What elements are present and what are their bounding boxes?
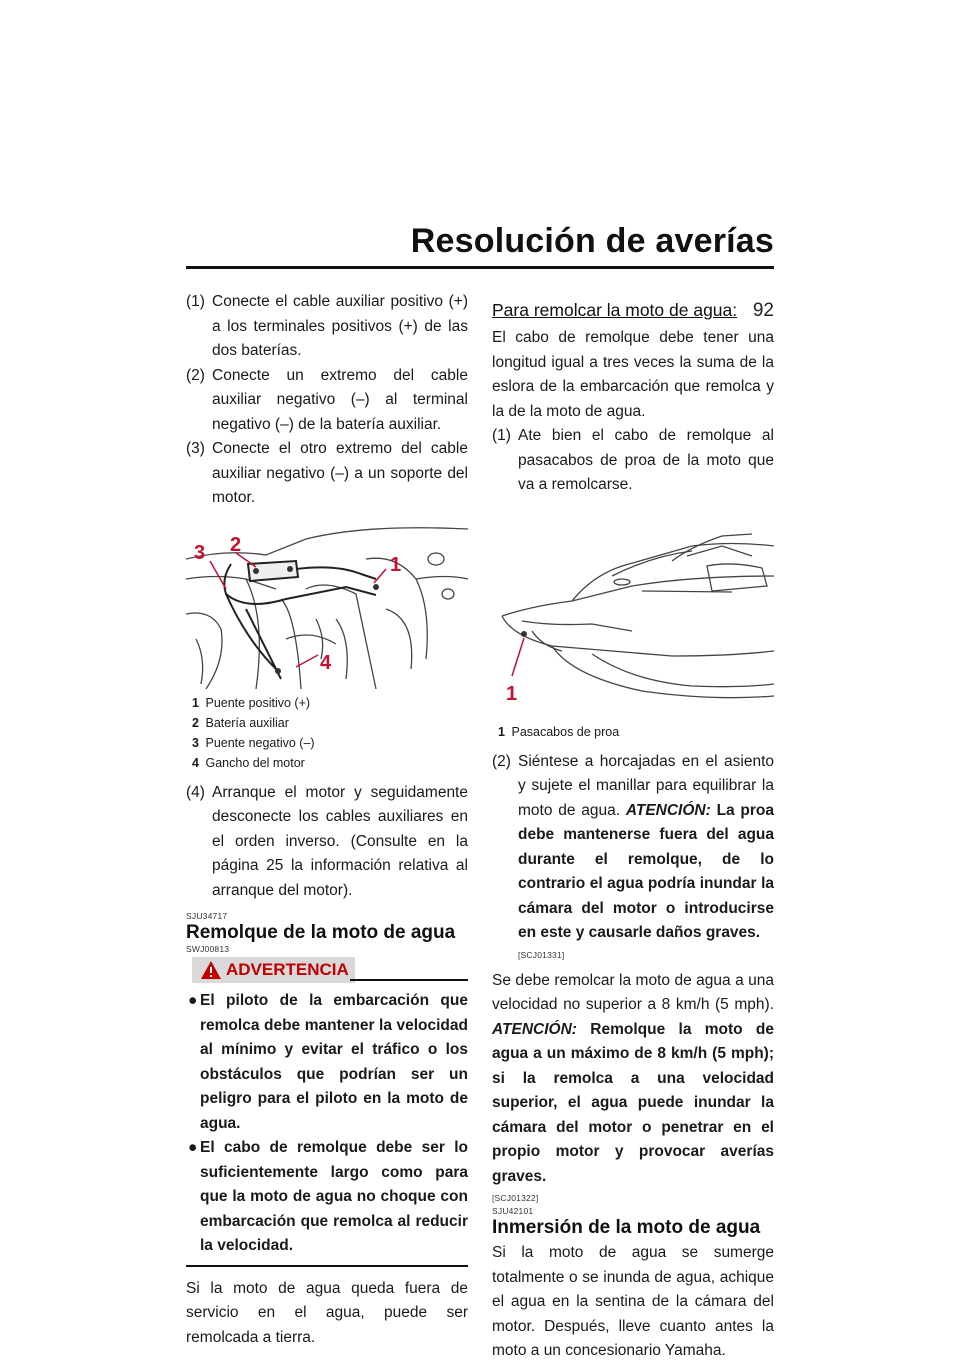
section-title-submersion: Inmersión de la moto de agua [492, 1217, 761, 1238]
engine-compartment-illustration [186, 519, 468, 689]
step-4: (4) Arranque el motor y seguidamente desconecte los cables auxiliares en el orden inverso. (Consulte en la página 25 la información relativa al arranque del motor). [186, 783, 468, 899]
section-code: SJU42101 [492, 1206, 534, 1216]
step-2: (2) Conecte un extremo del cable auxiliar negativo (–) al terminal negativo (–) de la batería auxiliar. [186, 366, 468, 433]
page-title: Resolución de averías [410, 222, 774, 260]
right-step-1: (1) Ate bien el cabo de remolque al pasacabos de proa de la moto que va a remolcarse. [492, 427, 774, 493]
right-step-2: (2) Siéntese a horcajadas en el asiento y sujete el manillar para equilibrar la moto de agua. ATENCIÓN: La proa debe mantenerse fuera del agua durante el remolque, de lo contrario el agua podría inundar la cámara del motor o introducirse en este y causarle daños graves. [492, 752, 775, 941]
legend-item: 2 Batería auxiliar [192, 715, 289, 730]
callout-1: 1 [506, 682, 518, 705]
section-code: SJU34717 [186, 911, 228, 921]
right-column [492, 298, 774, 1364]
title-rule [186, 266, 774, 269]
speed-text: Se debe remolcar la moto de agua a una velocidad no superior a 8 km/h (5 mph). ATENCIÓN: Remolque la moto de agua a un máximo de 8 km/h (5 mph); si la remolca a una velocidad superior, el agua puede inundar la cámara del motor o penetrar en el propio motor y provocar averías graves. [492, 971, 774, 1185]
warning-item: ● El piloto de la embarcación que remolca debe mantener la velocidad al mínimo y evitar el tráfico o los obstáculos que podrían ser un peligro para el piloto en la moto de agua. [188, 992, 468, 1132]
watercraft-bow-illustration [492, 506, 774, 718]
warning-badge: ADVERTENCIA [192, 957, 355, 983]
left-column [186, 290, 468, 1350]
callout-4: 4 [320, 651, 332, 674]
subsection-title: Para remolcar la moto de agua: [492, 300, 738, 320]
submersion-text: Si la moto de agua se sumerge totalmente o se inunda de agua, achique el agua en la sentina de la cámara del motor. Después, lleve cuanto antes la moto a un concesionario Yamaha. [492, 1244, 774, 1359]
step-1: (1) Conecte el cable auxiliar positivo (+) a los terminales positivos (+) de las dos baterías. [186, 293, 468, 359]
figure-legend [492, 722, 774, 742]
caution-code: [SCJ01322] [492, 1193, 539, 1203]
legend-item: 3 Puente negativo (–) [192, 735, 315, 750]
warning-header [186, 957, 468, 985]
after-warning-text: Si la moto de agua queda fuera de servicio en el agua, puede ser remolcada a tierra. [186, 1279, 468, 1346]
bow-eye-figure [492, 506, 774, 742]
callout-2: 2 [230, 533, 242, 556]
legend-item: 1 Puente positivo (+) [192, 695, 311, 710]
section-title-towing: Remolque de la moto de agua [186, 922, 456, 943]
callout-1: 1 [390, 553, 402, 576]
step-3: (3) Conecte el otro extremo del cable auxiliar negativo (–) a un soporte del motor. [186, 440, 468, 506]
intro-text: El cabo de remolque debe tener una longitud igual a tres veces la suma de la eslora de la embarcación que remolca y la de la moto de agua. [492, 329, 774, 420]
figure-legend [186, 693, 468, 773]
callout-3: 3 [194, 541, 206, 564]
warning-end-rule [186, 1265, 468, 1267]
legend-item: 1 Pasacabos de proa [498, 724, 620, 739]
caution-code: [SCJ01331] [518, 949, 565, 960]
warning-item: ● El cabo de remolque debe ser lo suficientemente largo como para que la moto de agua no choque con embarcación que remolca al reducir la velocidad. [188, 1139, 468, 1254]
warning-list [186, 989, 468, 1259]
legend-item: 4 Gancho del motor [192, 755, 305, 770]
warning-rule [350, 979, 468, 981]
warning-triangle-icon [200, 960, 222, 980]
warning-code: SWJ00813 [186, 944, 230, 954]
page-number: 92 [752, 300, 774, 321]
battery-jump-figure [186, 519, 468, 773]
